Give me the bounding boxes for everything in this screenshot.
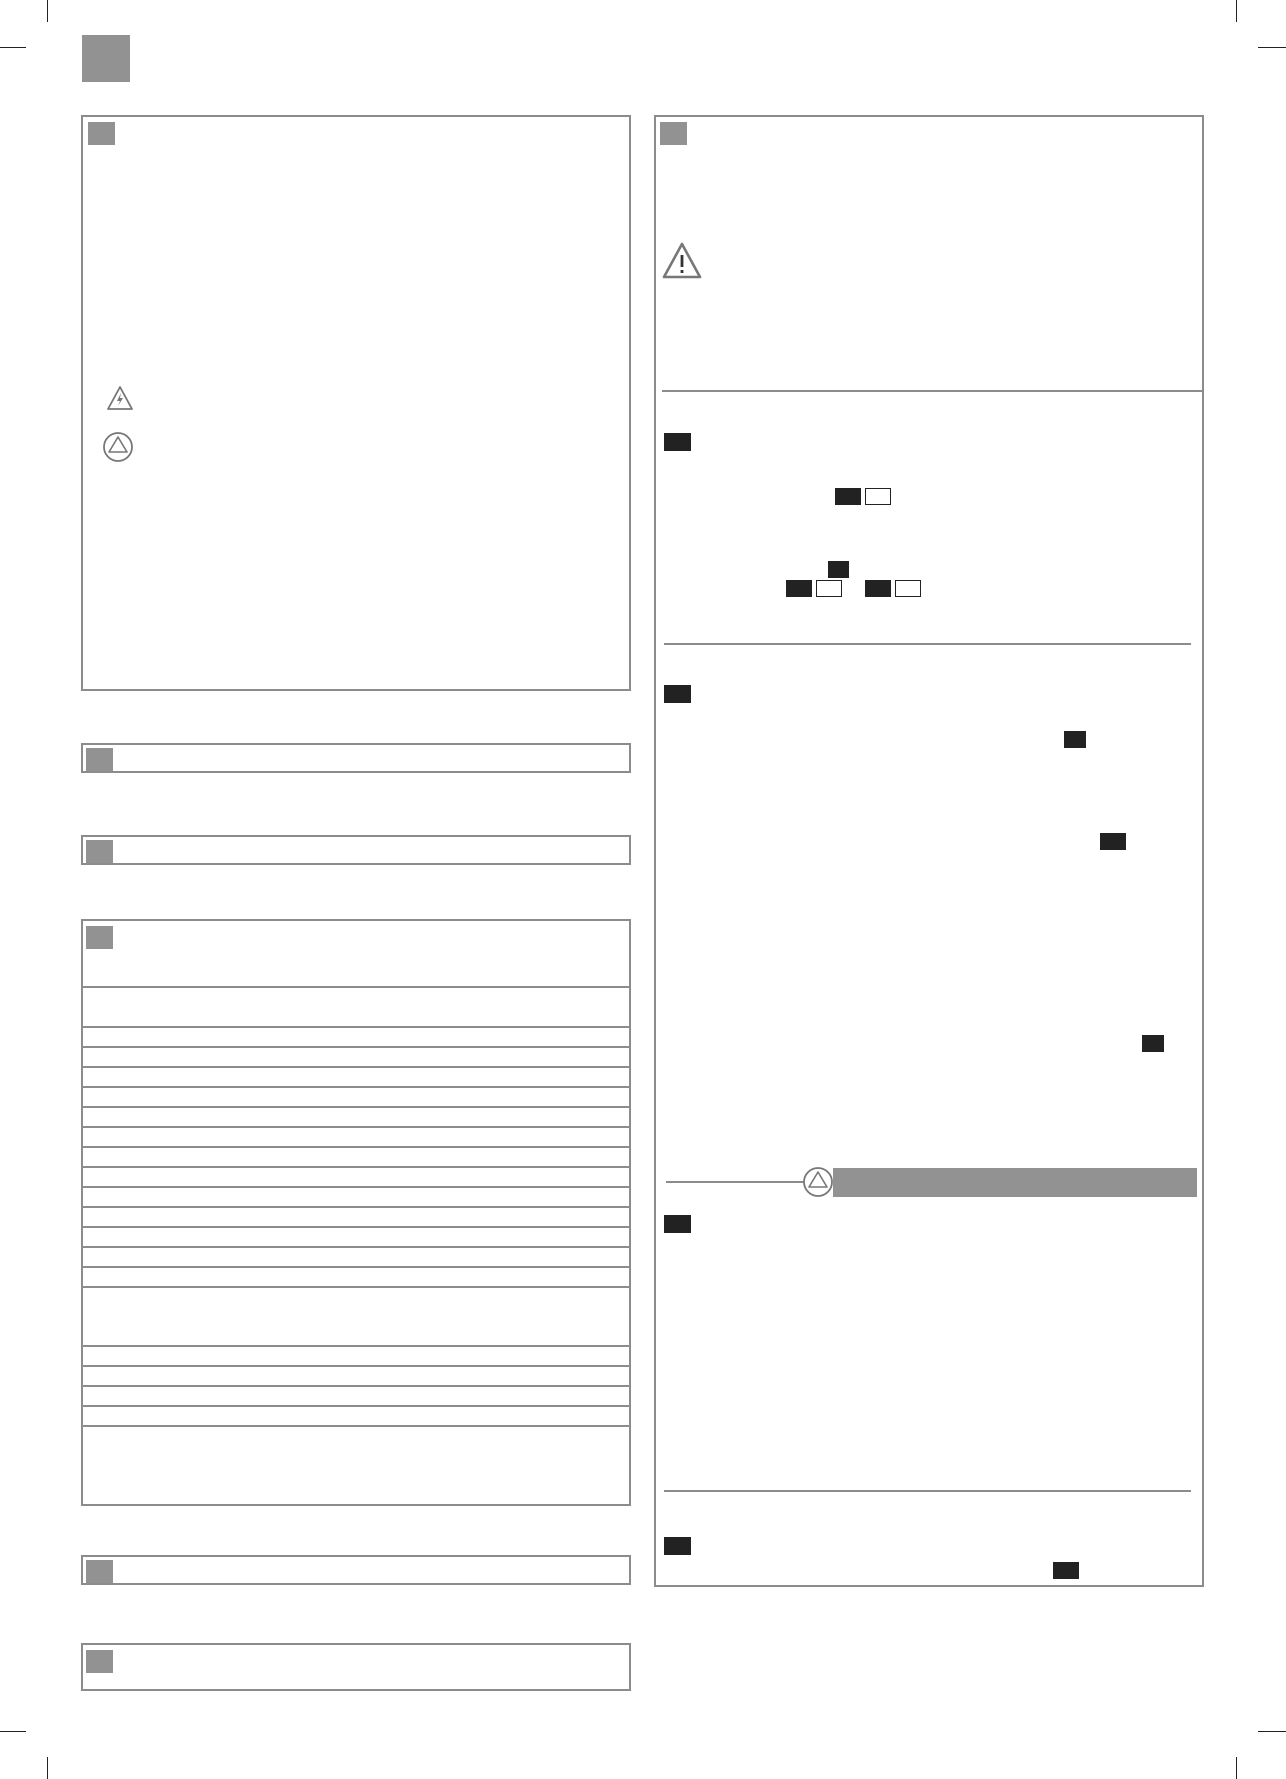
table-row-divider [83, 1126, 629, 1128]
section-marker [86, 748, 113, 771]
figure-ref-box [835, 488, 861, 505]
table-row-divider [83, 1345, 629, 1347]
figure-ref-box [1100, 833, 1126, 850]
table-row-divider [83, 1365, 629, 1367]
divider [664, 1490, 1191, 1492]
section-title-bar [833, 1168, 1197, 1197]
section-marker [660, 122, 687, 145]
table-row-divider [83, 1286, 629, 1288]
table-row-divider [83, 1186, 629, 1188]
figure-ref-box [1053, 1562, 1079, 1579]
table-row-divider [83, 1166, 629, 1168]
table-row-divider [83, 1425, 629, 1427]
table-row-divider [83, 1385, 629, 1387]
figure-ref-box [786, 580, 812, 597]
table-row-divider [83, 1226, 629, 1228]
section-marker [88, 122, 115, 145]
crop-mark-top-right-v [1236, 0, 1237, 22]
figure-ref-box-outline [895, 580, 921, 597]
table-row-divider [83, 986, 629, 988]
page-language-marker [82, 35, 130, 82]
section-marker [86, 1650, 113, 1673]
table-row-divider [83, 1266, 629, 1268]
crop-mark-top-left-h [0, 47, 26, 48]
circle-triangle-icon [102, 431, 134, 463]
crop-mark-bottom-left-v [47, 1757, 48, 1779]
section-header-bar [81, 1555, 631, 1585]
step-label-box [664, 1537, 691, 1555]
figure-ref-box [865, 580, 891, 597]
section-header-bar [81, 1643, 631, 1691]
lightning-triangle-icon [106, 385, 134, 411]
crop-mark-top-left-v [47, 0, 48, 22]
technical-data-table [81, 919, 631, 1506]
circle-triangle-icon [802, 1166, 834, 1198]
table-row-divider [83, 1026, 629, 1028]
table-row-divider [83, 1046, 629, 1048]
table-row-divider [83, 1405, 629, 1407]
table-row-divider [83, 1106, 629, 1108]
figure-ref-box-outline [816, 580, 842, 597]
step-label-box [664, 433, 691, 451]
table-row-divider [83, 1146, 629, 1148]
figure-ref-box [1064, 731, 1086, 748]
divider [664, 643, 1191, 645]
table-row-divider [83, 1246, 629, 1248]
table-row-divider [83, 1206, 629, 1208]
section-marker [86, 1560, 113, 1583]
figure-ref-box [828, 561, 849, 578]
table-row-divider [83, 1086, 629, 1088]
step-label-box [664, 1215, 691, 1233]
step-label-box [664, 685, 691, 703]
section-header-bar [81, 835, 631, 865]
crop-mark-bottom-left-h [0, 1731, 26, 1732]
section-header-bar [81, 743, 631, 773]
divider [666, 1181, 804, 1183]
safety-warnings-section [81, 115, 631, 691]
figure-ref-box-outline [865, 488, 891, 505]
crop-mark-top-right-h [1258, 47, 1286, 48]
section-marker [86, 926, 113, 949]
crop-mark-bottom-right-h [1258, 1731, 1286, 1732]
divider [662, 390, 1202, 392]
installation-instructions-section [654, 115, 1204, 1587]
exclamation-triangle-icon [661, 241, 703, 281]
table-row-divider [83, 1066, 629, 1068]
section-marker [86, 840, 113, 863]
crop-mark-bottom-right-v [1236, 1757, 1237, 1779]
figure-ref-box [1142, 1035, 1164, 1052]
